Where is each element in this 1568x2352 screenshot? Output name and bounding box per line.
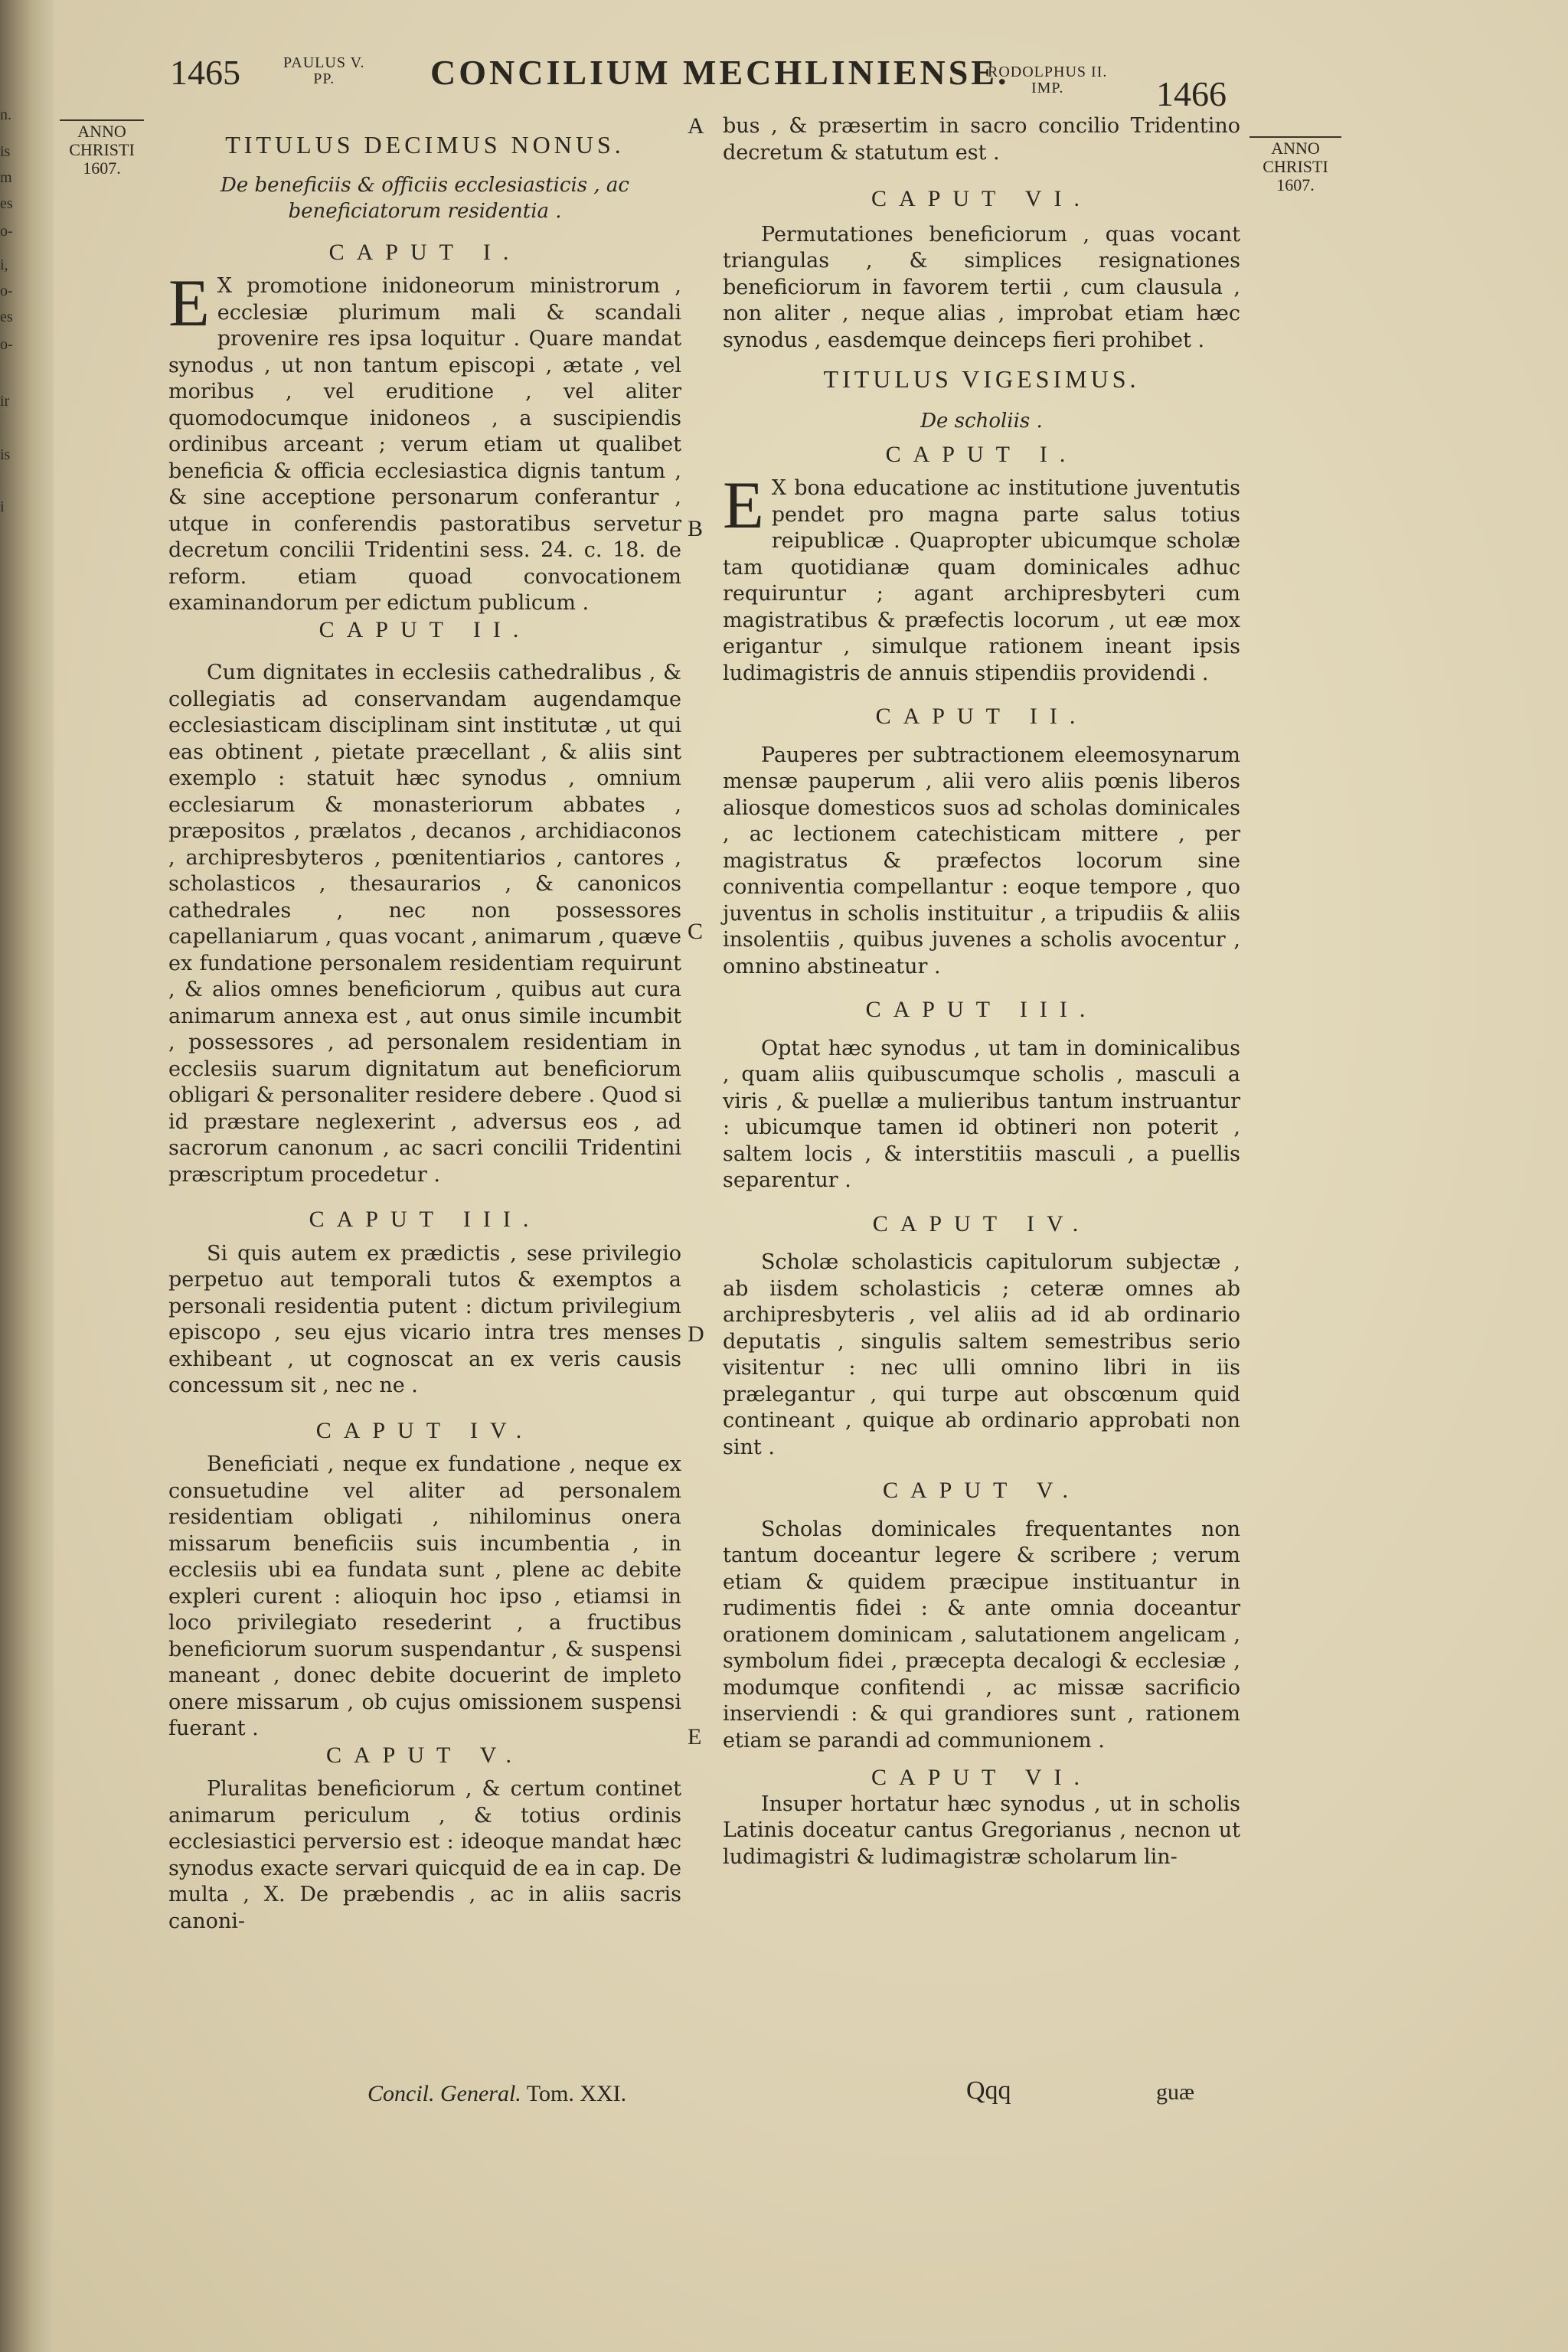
- margin-letter-a: A: [688, 113, 704, 139]
- gutter-fragment: ir: [0, 393, 10, 410]
- header-pope-line: PAULUS V.: [283, 54, 365, 71]
- drop-cap: E: [723, 469, 764, 543]
- gutter-fragment: m: [0, 169, 12, 186]
- gutter-fragment: is: [0, 446, 11, 463]
- header-pope-line: PP.: [313, 70, 335, 87]
- chapter-heading: CAPUT II.: [318, 616, 531, 642]
- subtitle-line: De scholiis .: [920, 409, 1043, 433]
- gutter-fragment: es: [0, 195, 13, 212]
- chapter-text: [723, 469, 1240, 687]
- chapter-body: X bona educatione ac institutione juventutis pendet pro magna parte salus totius reipublicæ . Quapropter ubicumque scholæ tam quotidianæ quam dominicales adhuc requiruntur ; agant archipresbyteri cum magistratibus & præfectis locorum , ut eæ mox erigantur , simulque rationem ineant ipsis ludimagistris de annuis stipendiis providendi .: [723, 476, 1240, 685]
- anno-word: ANNO: [1271, 139, 1320, 158]
- chapter-heading: CAPUT VI.: [871, 1765, 1092, 1790]
- gutter-fragment: is: [0, 143, 11, 160]
- header-pope: [283, 55, 364, 87]
- chapter-text: Insuper hortatur hæc synodus , ut in scholis Latinis doceatur cantus Gregorianus , necnon ut ludimagistri & ludimagistræ scholarum lin-: [723, 1792, 1240, 1869]
- header-emperor-line: IMP.: [1031, 80, 1064, 96]
- left-column: [168, 132, 681, 1935]
- anno-christi-right: [1250, 136, 1341, 195]
- title-decimus-nonus: TITULUS DECIMUS NONUS.: [225, 131, 625, 158]
- chapter-heading: CAPUT IV.: [315, 1417, 534, 1443]
- gutter-fragment: i,: [0, 256, 8, 273]
- chapter-text: Optat hæc synodus , ut tam in dominicalibus , quam aliis quibuscumque scholis , masculi a viris , & puellæ a mulieribus tantum instruantur : ubicumque tamen id obtineri non poterit , saltem locis , & interstitiis masculi , a puellis separentur .: [723, 1036, 1240, 1192]
- chapter-heading: CAPUT II.: [875, 704, 1088, 729]
- footer-source: [368, 2081, 626, 2107]
- chapter-heading: CAPUT I.: [885, 441, 1078, 467]
- chapter-heading: CAPUT III.: [309, 1207, 541, 1232]
- gutter-fragment: o-: [0, 336, 13, 353]
- anno-word: CHRISTI: [69, 140, 135, 160]
- page-number-left: 1465: [170, 53, 240, 92]
- anno-christi-left: [60, 119, 144, 178]
- page-number-right: 1466: [1156, 74, 1227, 113]
- subtitle-line: beneficiatorum residentia .: [288, 199, 562, 223]
- anno-word: CHRISTI: [1263, 157, 1328, 177]
- chapter-text: Scholas dominicales frequentantes non tantum doceantur legere & scribere ; verum etiam & quidem præcipue instituantur in rudimentis fidei : & ante omnia doceantur orationem dominicam , salutationem angelicam , symbolum fidei , præcepta decalogi & ecclesiæ , modumque confitendi , ac missæ sacrificio inserviendi : & qui grandiores sunt , rationem etiam se parandi ad communionem .: [723, 1517, 1240, 1753]
- header-emperor: [988, 64, 1107, 96]
- continuation-text: bus , & præsertim in sacro concilio Tridentino decretum & statutum est .: [723, 114, 1240, 165]
- chapter-heading: CAPUT IV.: [872, 1210, 1091, 1236]
- running-title: CONCILIUM MECHLINIENSE.: [430, 53, 1010, 92]
- chapter-text: Pluralitas beneficiorum , & certum continet animarum periculum , & totius ordinis ecclesiastici perversio est : ideoque mandat hæc synodus exacte servari quicquid de ea in cap. De multa , X. De præbendis , ac in aliis sacris canoni-: [168, 1777, 681, 1933]
- drop-cap: E: [168, 266, 210, 341]
- chapter-heading: CAPUT VI.: [871, 186, 1092, 211]
- header-emperor-line: RODOLPHUS II.: [988, 64, 1108, 80]
- chapter-heading: CAPUT V.: [882, 1478, 1081, 1503]
- anno-year: 1607.: [83, 158, 121, 178]
- anno-year: 1607.: [1276, 175, 1315, 195]
- gutter-fragment: o-: [0, 283, 13, 299]
- anno-rule: [1250, 136, 1341, 138]
- anno-word: ANNO: [77, 122, 126, 141]
- chapter-text: Beneficiati , neque ex fundatione , neque ex consuetudine vel aliter ad personalem residentiam obligati , nihilominus onera missarum beneficiis suis incumbentia , in ecclesiis ubi ea fundata sunt , plene ac debite expleri curent : alioquin hoc ipso , etiamsi in loco privilegiato resederint , a fructibus beneficiorum suorum suspendantur , & suspensi maneant , donec debite docuerint de impleto onere missarum , ob cujus omissionem suspensi fuerant .: [168, 1452, 681, 1740]
- footer-source-title: Concil. General.: [368, 2081, 521, 2106]
- title-vigesimus: TITULUS VIGESIMUS.: [823, 365, 1140, 393]
- gutter-fragment: i: [0, 498, 5, 515]
- chapter-heading: CAPUT I.: [328, 239, 521, 265]
- chapter-text: [168, 266, 681, 617]
- chapter-text: Si quis autem ex prædictis , sese privilegio perpetuo aut temporali tutos & exemptos a personali residentia putent : dictum privilegium episcopo , seu ejus vicario intra tres menses exhibeant , ut cognoscat an ex veris causis concessum sit , nec ne .: [168, 1241, 681, 1397]
- subtitle-line: De beneficiis & officiis ecclesiasticis , ac: [220, 173, 629, 197]
- margin-letter-e: E: [688, 1724, 702, 1749]
- gutter-fragment: es: [0, 309, 13, 325]
- right-column: [723, 113, 1240, 1870]
- chapter-heading: CAPUT V.: [325, 1742, 524, 1768]
- footer-volume: Tom. XXI.: [526, 2081, 627, 2106]
- chapter-body: X promotione inidoneorum ministrorum , ecclesiæ plurimum mali & scandali provenire res ipsa loquitur . Quare mandat synodus , ut non tantum episcopi , ætate , vel moribus , vel eruditione , vel aliter quomodocumque inidoneos , a suscipiendis ordinibus arceant ; verum etiam ut qualibet beneficia & officia ecclesiastica dignis tantum , & sine acceptione personarum conferantur , utque in conferendis pastoratibus servetur decretum concilii Tridentini sess. 24. c. 18. de reform. etiam quoad convocationem examinandorum per edictum publicum .: [168, 274, 681, 615]
- catchword: guæ: [1156, 2079, 1195, 2105]
- gutter-fragment: n.: [0, 106, 11, 123]
- signature-mark: Qqq: [966, 2076, 1011, 2105]
- margin-letter-d: D: [688, 1321, 704, 1347]
- chapter-text: Cum dignitates in ecclesiis cathedralibus , & collegiatis ad conservandam augendamque ecclesiasticam disciplinam sint institutæ , ut qui eas obtinent , pietate præcellant , & aliis sint exemplo : statuit hæc synodus , omnium ecclesiarum & monasteriorum abbates , præpositos , prælatos , decanos , archidiaconos , archipresbyteros , pœnitentiarios , cantores , scholasticos , thesaurarios , & canonicos cathedrales , nec non possessores capellaniarum , quas vocant , animarum , quæve ex fundatione personalem residentiam requirunt , & alios omnes beneficiorum , quibus aut cura animarum annexa est , aut onus simile incumbit , possessores , ad personalem residentiam in ecclesiis suarum dignitatum aut beneficiorum obligari & personaliter residere debere . Quod si id præstare neglexerint , adversus eos , ad sacrorum canonum , ac sacri concilii Tridentini præscriptum procedetur .: [168, 661, 681, 1187]
- margin-letter-c: C: [688, 919, 704, 944]
- chapter-text: Scholæ scholasticis capitulorum subjectæ , ab iisdem scholasticis ; ceteræ omnes ab archipresbyteris , vel aliis ad id ab ordinario deputatis , singulis saltem semestribus serio visitentur : nec ulli omnino libri in iis prælegantur , qui turpe aut obscœnum quid contineant , quique ab ordinario approbati non sint .: [723, 1250, 1240, 1459]
- chapter-heading: CAPUT III.: [865, 997, 1098, 1022]
- chapter-text: Pauperes per subtractionem eleemosynarum mensæ pauperum , alii vero aliis pœnis liberos aliosque domesticos suos ad scholas dominicales , ac lectionem catechisticam mittere , per magistratus & præfectos locorum sine conniventia compellantur : eoque tempore , quo juventus in scholis instituitur , a tripudiis & aliis insolentiis , quibus juvenes a scholis avocentur , omnino abstineatur .: [723, 743, 1240, 978]
- gutter-fragment: o-: [0, 223, 13, 240]
- chapter-text: Permutationes beneficiorum , quas vocant triangulas , & simplices resignationes beneficiorum in favorem tertii , cum clausula , non aliter , neque alias , improbat etiam hæc synodus , easdemque deinceps fieri prohibet .: [723, 222, 1240, 352]
- margin-letter-b: B: [688, 516, 704, 541]
- anno-rule: [60, 119, 144, 121]
